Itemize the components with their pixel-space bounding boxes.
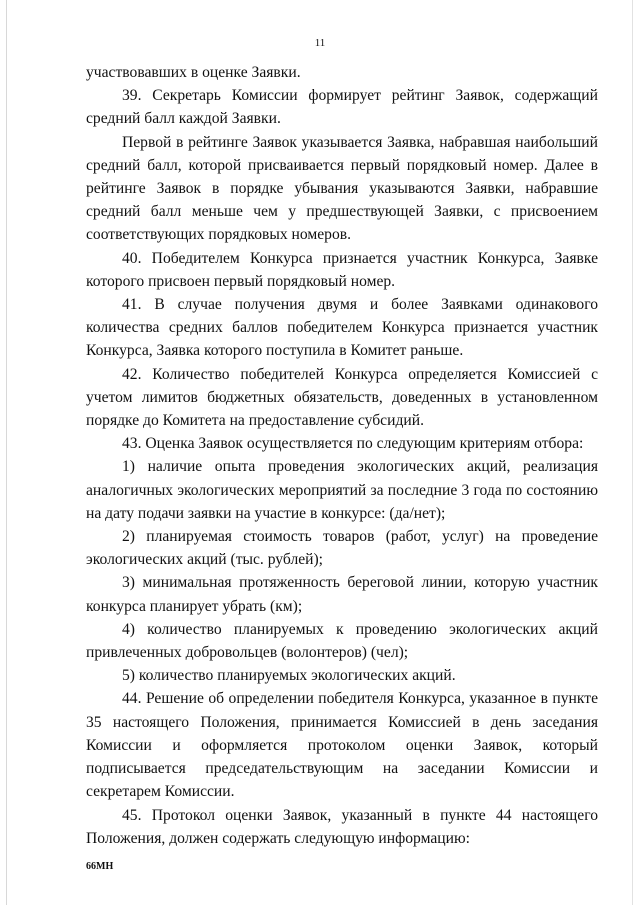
paragraph-42: 42. Количество победителей Конкурса определяется Комиссией с учетом лимитов бюджетных обязательств, доведенных в установленном порядке до Комитета на предоставление субсидий. [86, 365, 598, 430]
paragraph-44: 44. Решение об определении победителя Конкурса, указанное в пункте 35 настоящего Положения, принимается Комиссией в день заседания Комиссии и оформляется протоколом оценки Заявок, который подписывается председательствующим на заседании Комиссии и секретарем Комиссии. [86, 690, 598, 801]
paragraph-39: 39. Секретарь Комиссии формирует рейтинг Заявок, содержащий средний балл каждой Заявки. [86, 87, 598, 128]
page-number: 11 [314, 37, 326, 49]
paragraph-43: 43. Оценка Заявок осуществляется по следующим критериям отбора: [122, 435, 584, 453]
paragraph-40: 40. Победителем Конкурса признается участник Конкурса, Заявке которого присвоен первый порядковый номер. [86, 249, 598, 290]
footer-code: 66МН [86, 861, 114, 872]
criterion-2: 2) планируемая стоимость товаров (работ, услуг) на проведение экологических акций (тыс. рублей); [86, 528, 598, 569]
criterion-5: 5) количество планируемых экологических акций. [122, 667, 456, 685]
criterion-4: 4) количество планируемых к проведению экологических акций привлеченных добровольцев (волонтеров) (чел); [86, 620, 598, 662]
scan-edge-right [632, 0, 633, 905]
scan-edge-left [6, 0, 7, 905]
criterion-1: 1) наличие опыта проведения экологических акций, реализация аналогичных экологических мероприятий за последние 3 года по состоянию на дату подачи заявки на участие в конкурсе: (да/нет); [86, 458, 598, 522]
document-body [86, 61, 598, 850]
paragraph-rating-order: Первой в рейтинге Заявок указывается Заявка, набравшая наибольший средний балл, которой присваивается первый порядковый номер. Далее в рейтинге Заявок в порядке убывания указываются Заявки, набравшие средний балл меньше чем у предшествующей Заявки, с присвоением соответствующих порядковых номеров. [86, 133, 598, 244]
paragraph-continuation: участвовавших в оценке Заявки. [86, 64, 301, 81]
paragraph-41: 41. В случае получения двумя и более Заявками одинакового количества средних баллов победителем Конкурса признается участник Конкурса, Заявка которого поступила в Комитет раньше. [86, 296, 598, 360]
criterion-3: 3) минимальная протяженность береговой линии, которую участник конкурса планирует убрать (км); [86, 574, 598, 615]
paragraph-45: 45. Протокол оценки Заявок, указанный в пункте 44 настоящего Положения, должен содержать следующую информацию: [86, 806, 598, 847]
